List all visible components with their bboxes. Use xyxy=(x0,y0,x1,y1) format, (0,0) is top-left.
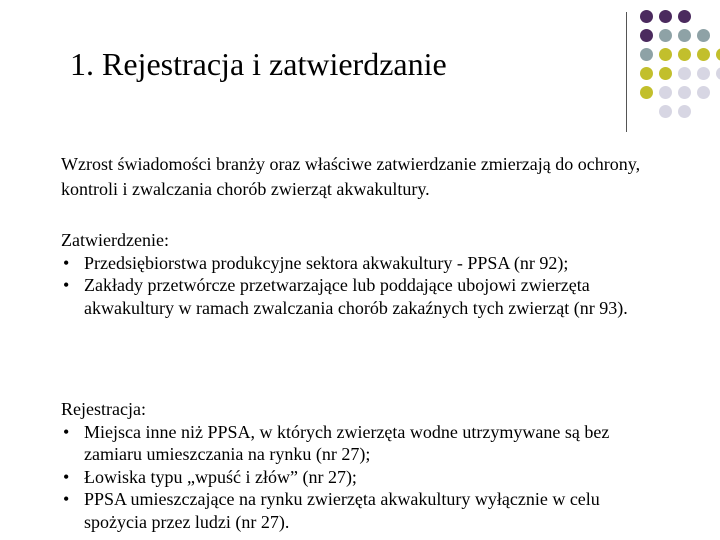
decorative-dot xyxy=(716,67,720,80)
decorative-dot xyxy=(678,29,691,42)
decorative-dot xyxy=(640,67,653,80)
list-item-text: Przedsiębiorstwa produkcyjne sektora akwakultury - PPSA (nr 92); xyxy=(84,252,569,273)
decorative-dot xyxy=(697,29,710,42)
intro-paragraph: Wzrost świadomości branży oraz właściwe zatwierdzanie zmierzają do ochrony, kontroli i zwalczania chorób zwierząt akwakultury. xyxy=(61,154,641,199)
bullet-list xyxy=(61,252,661,320)
decorative-dot xyxy=(678,86,691,99)
decorative-dot xyxy=(659,29,672,42)
list-item-text: Zakłady przetwórcze przetwarzające lub poddające ubojowi zwierzęta akwakultury w ramach zwalczania chorób zakaźnych tych zwierząt (nr 93). xyxy=(84,275,628,318)
list-item-text: Miejsca inne niż PPSA, w których zwierzęta wodne utrzymywane są bez zamiaru umieszczania na rynku (nr 27); xyxy=(84,421,610,464)
decorative-dot xyxy=(640,10,653,23)
bullet-icon: • xyxy=(63,421,70,442)
bullet-icon: • xyxy=(63,489,70,509)
section-heading: Rejestracja: xyxy=(61,399,146,419)
decorative-dot xyxy=(678,48,691,61)
list-item-text: PPSA umieszczające na rynku zwierzęta akwakultury wyłącznie w celu spożycia przez ludzi (nr 27). xyxy=(84,489,600,532)
bullet-list xyxy=(61,421,661,534)
decorative-dot xyxy=(640,86,653,99)
bullet-icon: • xyxy=(63,252,70,273)
bullet-icon: • xyxy=(63,466,70,487)
decorative-dot xyxy=(659,48,672,61)
list-item xyxy=(61,466,661,489)
decorative-dot xyxy=(659,105,672,118)
decorative-dot xyxy=(659,86,672,99)
decorative-dot xyxy=(697,67,710,80)
list-item xyxy=(61,252,661,275)
decorative-dot xyxy=(716,48,720,61)
list-item-text: Łowiska typu „wpuść i złów” (nr 27); xyxy=(84,466,357,487)
decorative-dot xyxy=(659,67,672,80)
decorative-dot xyxy=(640,29,653,42)
list-item xyxy=(61,274,661,319)
list-item xyxy=(61,488,661,533)
slide-title: 1. Rejestracja i zatwierdzanie xyxy=(70,46,447,82)
section-heading: Zatwierdzenie: xyxy=(61,230,169,250)
list-item xyxy=(61,421,661,466)
decorative-dot xyxy=(678,105,691,118)
decorative-dot xyxy=(659,10,672,23)
decorative-dot xyxy=(697,86,710,99)
bullet-icon: • xyxy=(63,275,70,295)
decorative-dot xyxy=(697,48,710,61)
decorative-dot xyxy=(678,67,691,80)
section-rejestracja xyxy=(61,398,661,533)
decorative-dot xyxy=(678,10,691,23)
decorative-dot xyxy=(640,48,653,61)
decorative-divider xyxy=(626,12,627,132)
section-zatwierdzenie xyxy=(61,229,661,319)
